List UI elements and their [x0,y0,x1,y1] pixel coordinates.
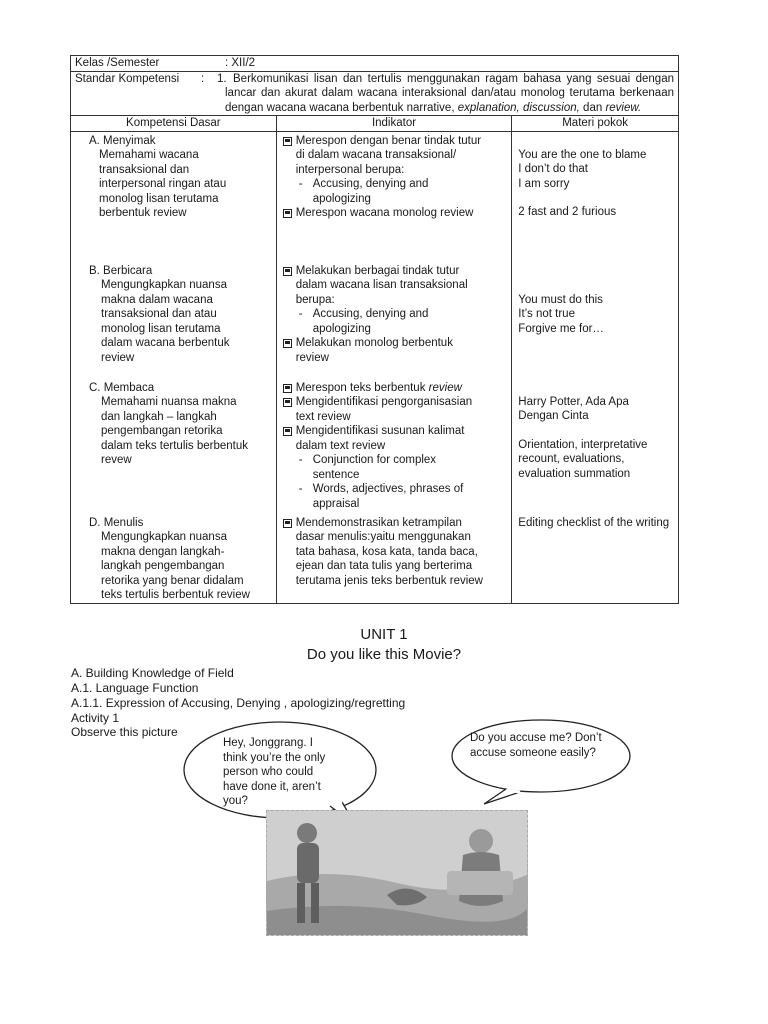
bubble-left-text: Hey, Jonggrang. I think you’re the only person who could have done it, aren’t you? [223,737,326,807]
ind-b-line: review [295,351,329,364]
ind-a-line: Merespon dengan benar tindak tutur [295,134,482,147]
ind-b-line: Melakukan monolog berbentuk [295,337,453,349]
kd-a-line: berbentuk review [99,207,187,219]
materi-a-line: I don’t do that [518,163,588,175]
sk-label: Standar Kompetensi [75,72,180,85]
kd-c-heading: C. Membaca [89,381,155,394]
kd-b-line: transaksional dan atau [101,308,217,320]
kd-c-line: Memahami nuansa makna [101,396,237,408]
kd-b [75,264,272,381]
materi-d-line: Editing checklist of the writing [518,516,670,529]
kd-c [75,381,272,516]
kd-b-line: review [101,351,135,364]
kd-a-line: Memahami wacana [99,149,199,161]
ind-c-line: Mengidentifikasi susunan kalimat [295,425,465,437]
ind-c-line: text review [295,410,351,423]
section-heading: A.1. Language Function [71,681,199,695]
materi-c-line: Dengan Cinta [518,410,589,422]
kd-d-line: makna dengan langkah- [101,545,225,558]
movie-illustration [266,810,528,936]
ind-d-line: ejean dan tata tulis yang berterima [295,560,473,572]
column-header-row [71,116,679,132]
materi-a-line: 2 fast and 2 furious [518,206,617,218]
bullet-icon [283,427,292,436]
ind-d-line: tata bahasa, kosa kata, tanda baca, [295,545,478,558]
ind-a-line: interpersonal berupa: [295,163,405,176]
bullet-icon [283,398,292,407]
ind-b-line: berupa: [295,293,335,306]
materi-b [518,264,674,381]
kelas-row [71,56,679,72]
materi-a-line: I am sorry [518,177,570,190]
ind-a: Merespon dengan benar tindak tutur di dalam wacana transaksional/ interpersonal berupa: - Accusing, denying and apologizing Merespon wacana monolog review [283,134,508,264]
ind-d [283,516,508,589]
kd-d-line: teks tertulis berbentuk review [101,589,250,601]
ind-c-line: Merespon teks berbentuk review [295,381,462,394]
sk-colon: : [201,72,205,85]
ind-b-line: dalam wacana lisan transaksional [295,279,468,291]
kelas-value: : XII/2 [225,57,256,69]
ind-a-line: di dalam wacana transaksional/ [295,149,457,161]
ind-c-line: Mengidentifikasi pengorganisasian [295,396,473,408]
materi-a [518,134,674,264]
activity-label: Activity 1 [71,711,120,725]
syllabus-table [70,55,679,604]
bullet-icon [283,267,292,276]
materi-b-line: You must do this [518,293,603,306]
unit-title: UNIT 1 [360,626,408,643]
ind-d-line: Mendemonstrasikan ketrampilan [295,516,462,529]
section-heading: A.1.1. Expression of Accusing, Denying , apologizing/regretting [71,696,406,710]
bullet-icon [283,384,292,393]
materi-c [518,381,674,516]
illustration-scene [267,811,527,935]
kd-a-line: transaksional dan [99,163,190,176]
bubble-right-text: Do you accuse me? Don’t accuse someone easily? [470,732,602,759]
section-heading: A. Building Knowledge of Field [71,666,234,680]
kd-b-line: Mengungkapkan nuansa [101,279,227,291]
kd-a-line: interpersonal ringan atau [99,178,227,190]
materi-c-line: evaluation summation [518,467,631,480]
bullet-icon [283,209,292,218]
ind-a-sub: Accusing, denying and [312,178,429,190]
kelas-label: Kelas /Semester [75,57,160,69]
instruction-text: Observe this picture [71,725,178,739]
unit-subtitle: Do you like this Movie? [306,646,462,663]
ind-c-sub: Conjunction for complex [312,454,437,466]
kd-c-line: dalam teks tertulis berbentuk [101,439,249,452]
bullet-icon [283,519,292,528]
ind-a-sub: apologizing [312,192,371,205]
materi-c-line: Orientation, interpretative [518,438,648,451]
ind-c-sub: appraisal [312,497,360,510]
ind-c-line: dalam text review [295,439,386,452]
column-header-kd: Kompetensi Dasar [71,116,277,132]
ind-b-line: Melakukan berbagai tindak tutur [295,264,460,277]
materi-d [518,516,674,531]
kd-a [75,134,272,264]
materi-b-line: It’s not true [518,308,575,320]
kd-c-line: revew [101,454,132,466]
bullet-icon [283,339,292,348]
kd-b-heading: B. Berbicara [89,264,153,277]
ind-a-line: Merespon wacana monolog review [295,207,474,219]
kd-b-line: monolog lisan terutama [101,322,221,335]
bullet-icon [283,137,292,146]
ind-c-sub: Words, adjectives, phrases of [312,483,464,495]
column-header-materi: Materi pokok [512,116,679,132]
ind-c-sub: sentence [312,468,360,481]
kd-a-heading: A. Menyimak [89,134,156,147]
sk-text: Berkomunikasi lisan dan tertulis menggunakan ragam bahasa yang sesuai dengan lancar dan akurat dalam wacana interaksional dan/atau monolog terutama berkenaan dengan wacana wacana berbentuk narrative, explanation, discussion, dan review. [225,72,674,114]
column-header-indikator: Indikator [276,116,512,132]
kd-d-line: retorika yang benar didalam [101,574,244,587]
kd-b-line: dalam wacana berbentuk [101,337,230,349]
kd-b-line: makna dalam wacana [101,293,213,306]
kd-d-heading: D. Menulis [89,516,144,529]
kd-d-line: langkah pengembangan [101,560,225,572]
standar-kompetensi-row [71,71,679,116]
kd-d-line: Mengungkapkan nuansa [101,531,227,543]
content-row [71,131,679,603]
materi-a-line: You are the one to blame [518,148,647,161]
kd-a-line: monolog lisan terutama [99,192,219,205]
ind-d-line: terutama jenis teks berbentuk review [295,574,483,587]
materi-b-line: Forgive me for… [518,322,604,335]
speech-bubble-right [448,716,638,808]
kd-c-line: dan langkah – langkah [101,410,217,423]
kd-c-line: pengembangan retorika [101,425,223,437]
materi-c-line: recount, evaluations, [518,453,625,465]
materi-c-line: Harry Potter, Ada Apa [518,395,629,408]
ind-d-line: dasar menulis:yaitu menggunakan [295,531,471,543]
kd-d [75,516,272,603]
sk-number: 1. [217,72,227,85]
ind-c: Merespon teks berbentuk review Mengidentifikasi pengorganisasian text review Mengidentifikasi susunan kalimat dalam text review - Conjunction for complex sentence - Words, adjectives, phrases of appraisal [283,381,508,516]
ind-b: Melakukan berbagai tindak tutur dalam wacana lisan transaksional berupa: - Accusing, denying and apologizing Melakukan monolog berbentuk review [283,264,508,381]
ind-b-sub: apologizing [312,322,371,335]
ind-b-sub: Accusing, denying and [312,308,429,320]
